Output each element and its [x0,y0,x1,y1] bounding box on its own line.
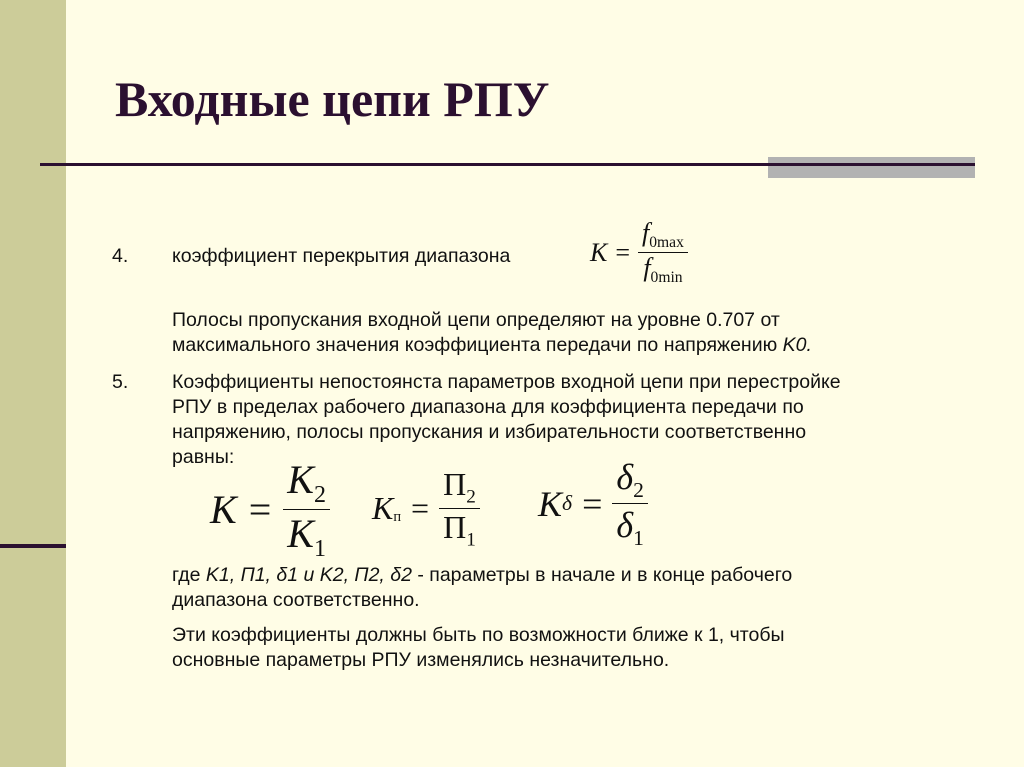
item5-line: напряжению, полосы пропускания и избирательности соответственно [172,421,807,443]
para3-line2: основные параметры РПУ изменялись незначительно. [172,649,670,671]
formula-num-sub: 2 [633,478,644,503]
para3-line1: Эти коэффициенты должны быть по возможности ближе к 1, чтобы [172,624,785,646]
formula-den-sub: 0min [650,269,683,287]
paragraph-conclusion [172,623,785,673]
para2-suffix: - параметры в начале и в конце рабочего [411,564,793,586]
formula-den-sub: 1 [633,526,644,551]
formula-lhs: K [372,490,394,527]
left-decor-line [0,544,66,548]
formula-lhs: K [210,487,237,532]
formula-num: П [443,466,467,502]
item5-line: Коэффициенты непостоянста параметров входной цепи при перестройке [172,371,841,393]
formula-lhs-sub: п [393,509,402,526]
formula-num: K [287,457,314,502]
formula-num: f [642,218,650,247]
para2-prefix: где [172,564,206,586]
slide-title: Входные цепи РПУ [115,71,550,127]
formula-k-selectivity [538,456,648,551]
formula-eq: = [248,487,272,532]
formula-num: δ [616,457,634,497]
formula-num-sub: 2 [313,482,326,508]
item5-line: равны: [172,446,235,468]
formula-den: f [643,253,651,283]
para1-line2: максимального значения коэффициента передачи по напряжению [172,334,783,356]
item5-line: РПУ в пределах рабочего диапазона для коэффициента передачи по [172,396,804,418]
paragraph-bandwidth [172,308,812,358]
formula-k-voltage [210,456,330,563]
paragraph-where [172,563,792,613]
para2-line2: диапазона соответственно. [172,589,420,611]
formula-eq: = [615,237,631,267]
title-accent-block [768,157,975,178]
left-decor-bar [0,0,66,767]
item-5-text [172,370,841,470]
item-4-text: коэффициент перекрытия диапазона [172,245,511,267]
formula-den: П [443,509,467,546]
formula-k-bandwidth [372,466,480,552]
formula-lhs-sub: δ [562,491,573,516]
para1-line1: Полосы пропускания входной цепи определяют на уровне 0.707 от [172,309,780,331]
para2-symbols: K1, П1, δ1 и K2, П2, δ2 [205,564,412,586]
formula-lhs: K [590,237,608,267]
item-5-number: 5. [112,371,129,393]
item-4-number: 4. [112,245,129,267]
formula-den-sub: 1 [313,536,326,562]
formula-eq: = [582,483,603,524]
formula-den-sub: 1 [466,529,476,551]
title-divider [40,163,975,166]
para1-k0: K0. [782,334,812,356]
formula-overlap-coefficient [590,218,688,287]
formula-lhs: K [538,483,563,524]
formula-num-sub: 0max [649,234,684,252]
formula-den: δ [616,505,634,546]
formula-eq: = [411,490,430,527]
formula-num-sub: 2 [466,486,476,508]
formula-den: K [287,511,314,556]
